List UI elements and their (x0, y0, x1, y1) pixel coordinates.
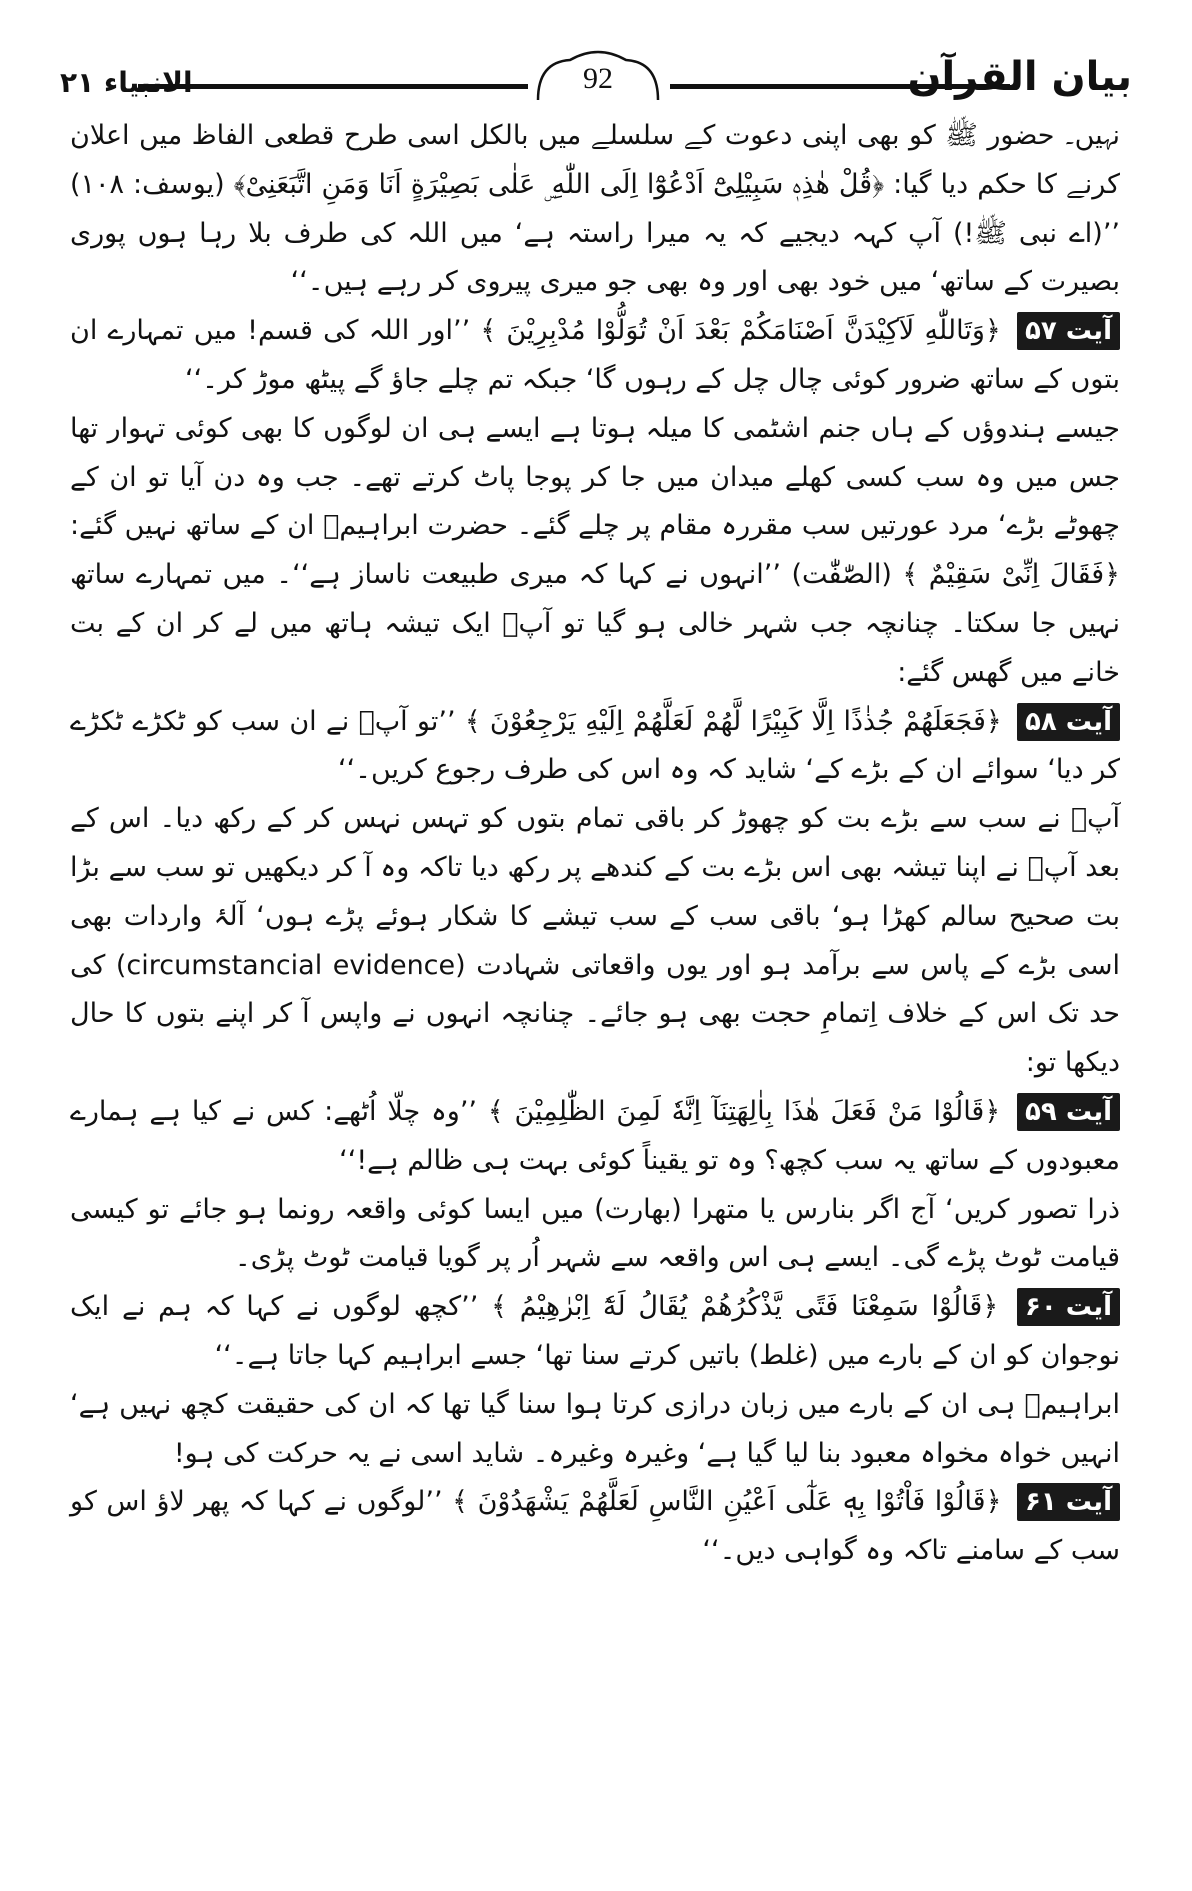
paragraph (70, 1381, 1120, 1479)
book-title: بیان القرآن (907, 54, 1132, 100)
paragraph-text: آپؑ نے سب سے بڑے بت کو چھوڑ کر باقی تمام بتوں کو تہس نہس کر کے رکھ دیا۔ اس کے بعد آپؑ نے اپنا تیشہ بھی اس بڑے بت کے کندھے پر رکھ دیا تاکہ وہ آ کر دیکھیں تو سب سے بڑا بت صحیح سالم کھڑا ہو‘ باقی سب کے سب تیشے کا شکار ہوئے پڑے ہوں‘ آلۂ واردات بھی اسی بڑے کے پاس سے برآمد ہو اور یوں واقعاتی شہادت (circumstancial evidence) کی حد تک اس کے خلاف اِتمامِ حجت بھی ہو جائے۔ چنانچہ انہوں نے واپس آ کر اپنے بتوں کا حال دیکھا تو: (70, 803, 1120, 1079)
header-rule-left (138, 84, 528, 89)
paragraph (70, 405, 1120, 698)
ayah-badge: آیت ۵۹ (1017, 1093, 1120, 1131)
ayah-text: ﴿قَالُوْا مَنْ فَعَلَ هٰذَا بِاٰلِهَتِنَآ اِنَّهٗ لَمِنَ الظّٰلِمِیْنَ ﴾ ’’وہ چلّا اُٹھے: کس نے کیا ہے ہمارے معبودوں کے ساتھ یہ سب کچھ؟ وہ تو یقیناً کوئی بہت ہی ظالم ہے!‘‘ (70, 1095, 1120, 1176)
ayah-paragraph (70, 1478, 1120, 1576)
paragraph-text: ذرا تصور کریں‘ آج اگر بنارس یا متھرا (بھارت) میں ایسا کوئی واقعہ رونما ہو جائے تو کیسی قیامت ٹوٹ پڑے گی۔ ایسے ہی اس واقعہ سے شہر اُر پر گویا قیامت ٹوٹ پڑی۔ (70, 1193, 1120, 1274)
ayah-badge: آیت ۶۱ (1017, 1483, 1120, 1521)
page-header (60, 40, 1132, 110)
ayah-badge: آیت ۵۸ (1017, 703, 1120, 741)
ayah-text: ﴿قَالُوْا سَمِعْنَا فَتًی یَّذْكُرُهُمْ یُقَالُ لَهٗٓ اِبْرٰهِیْمُ ﴾ ’’کچھ لوگوں نے کہا کہ ہم نے ایک نوجوان کو ان کے بارے میں (غلط) باتیں کرتے سنا تھا‘ جسے ابراہیم کہا جاتا ہے۔‘‘ (70, 1291, 1120, 1371)
paragraph (70, 112, 1120, 307)
ayah-badge: آیت ۶۰ (1017, 1288, 1120, 1326)
ayah-paragraph (70, 307, 1120, 405)
ayah-text: ﴿قَالُوْا فَاْتُوْا بِهٖ عَلٰٓی اَعْیُنِ النَّاسِ لَعَلَّهُمْ یَشْهَدُوْنَ ﴾ ’’لوگوں نے کہا کہ پھر لاؤ اس کو سب کے سامنے تاکہ وہ گواہی دیں۔‘‘ (70, 1486, 1120, 1567)
paragraph-text: نہیں۔ حضور ﷺ کو بھی اپنی دعوت کے سلسلے میں بالکل اسی طرح قطعی الفاظ میں اعلان کرنے کا حکم دیا گیا: ﴿قُلْ هٰذِهٖ سَبِیْلِیْٓ اَدْعُوْٓا اِلَى اللّٰهِ ۣ عَلٰی بَصِیْرَةٍ اَنَا وَمَنِ اتَّبَعَنِیْ﴾ (یوسف: ۱۰۸) ’’(اے نبی ﷺ!) آپ کہہ دیجیے کہ یہ میرا راستہ ہے‘ میں اللہ کی طرف بلا رہا ہوں پوری بصیرت کے ساتھ‘ میں خود بھی اور وہ بھی جو میری پیروی کر رہے ہیں۔‘‘ (70, 120, 1120, 298)
ayah-text: ﴿فَجَعَلَهُمْ جُذٰذًا اِلَّا كَبِیْرًا لَّهُمْ لَعَلَّهُمْ اِلَیْهِ یَرْجِعُوْنَ ﴾ ’’تو آپؑ نے ان سب کو ٹکڑے ٹکڑے کر دیا‘ سوائے ان کے بڑے کے‘ شاید کہ وہ اس کی طرف رجوع کریں۔‘‘ (70, 705, 1120, 786)
ayah-paragraph (70, 1088, 1120, 1186)
paragraph (70, 795, 1120, 1088)
surah-reference: الانبیاء ۲۱ (60, 66, 193, 99)
ayah-paragraph (70, 1283, 1120, 1381)
page-number: 92 (583, 62, 613, 95)
ayah-paragraph (70, 698, 1120, 796)
page-body (70, 112, 1120, 1576)
paragraph-text: جیسے ہندوؤں کے ہاں جنم اشٹمی کا میلہ ہوتا ہے ایسے ہی ان لوگوں کا بھی کوئی تہوار تھا جس میں وہ سب کسی کھلے میدان میں جا کر پوجا پاٹ کرتے تھے۔ جب وہ دن آیا تو ان کے چھوٹے بڑے‘ مرد عورتیں سب مقررہ مقام پر چلے گئے۔ حضرت ابراہیمؑ ان کے ساتھ نہیں گئے: ﴿فَقَالَ اِنِّیْ سَقِیْمٌ ﴾ (الصّٰفّٰت) ’’انہوں نے کہا کہ میری طبیعت ناساز ہے‘‘۔ میں تمہارے ساتھ نہیں جا سکتا۔ چنانچہ جب شہر خالی ہو گیا تو آپؑ ایک تیشہ ہاتھ میں لے کر ان کے بت خانے میں گھس گئے: (70, 412, 1120, 688)
ayah-text: ﴿وَتَاللّٰهِ لَاَكِیْدَنَّ اَصْنَامَكُمْ بَعْدَ اَنْ تُوَلُّوْا مُدْبِرِیْنَ ﴾ ’’اور اللہ کی قسم! میں تمہارے ان بتوں کے ساتھ ضرور کوئی چال چل کے رہوں گا‘ جبکہ تم چلے جاؤ گے پیٹھ موڑ کر۔‘‘ (70, 315, 1120, 395)
paragraph-text: ابراہیمؑ ہی ان کے بارے میں زبان درازی کرتا ہوا سنا گیا تھا کہ ان کی حقیقت کچھ نہیں ہے‘ انہیں خواہ مخواہ معبود بنا لیا گیا ہے‘ وغیرہ وغیرہ۔ شاید اسی نے یہ حرکت کی ہو! (70, 1388, 1120, 1469)
ayah-badge: آیت ۵۷ (1017, 312, 1120, 350)
paragraph (70, 1186, 1120, 1284)
